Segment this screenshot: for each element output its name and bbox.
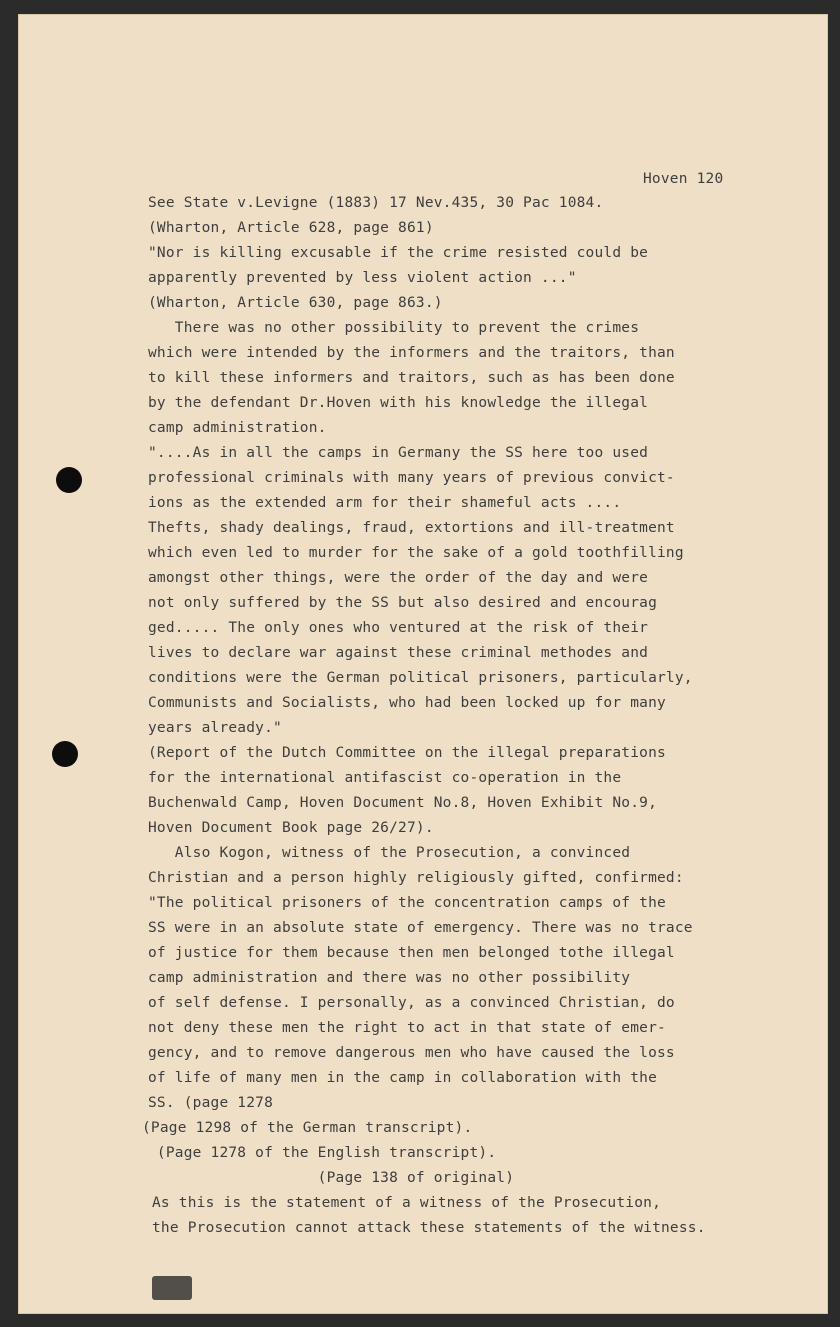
punch-hole-bottom [52,741,78,767]
text-line: of justice for them because then men belonged tothe illegal [148,945,675,961]
text-line: of life of many men in the camp in collaboration with the [148,1070,657,1086]
document-page [18,14,828,1314]
text-line: As this is the statement of a witness of the Prosecution, [152,1195,661,1211]
text-line: SS. (page 1278 [148,1095,274,1111]
text-line: amongst other things, were the order of the day and were [148,570,649,586]
text-line: Buchenwald Camp, Hoven Document No.8, Hoven Exhibit No.9, [148,795,657,811]
text-line: of self defense. I personally, as a convinced Christian, do [148,995,675,1011]
text-line: which even led to murder for the sake of a gold toothfilling [148,545,684,561]
text-line: There was no other possibility to prevent the crimes [148,320,640,336]
text-line: professional criminals with many years of previous convict- [148,470,675,486]
text-line: Hoven Document Book page 26/27). [148,820,434,836]
punch-hole-top [56,467,82,493]
text-line: the Prosecution cannot attack these statements of the witness. [152,1220,706,1236]
text-line: gency, and to remove dangerous men who have caused the loss [148,1045,675,1061]
text-line: to kill these informers and traitors, such as has been done [148,370,675,386]
text-line: (Page 1278 of the English transcript). [148,1145,497,1161]
text-line: ions as the extended arm for their shameful acts .... [148,495,622,511]
text-line: Communists and Socialists, who had been locked up for many [148,695,666,711]
text-line: "The political prisoners of the concentration camps of the [148,895,666,911]
text-line: SS were in an absolute state of emergency. There was no trace [148,920,693,936]
text-line: (Page 1298 of the German transcript). [142,1120,473,1136]
page-header: Hoven 120 [643,171,724,187]
text-line: not only suffered by the SS but also desired and encourag [148,595,657,611]
text-line: for the international antifascist co-operation in the [148,770,622,786]
text-line: lives to declare war against these criminal methodes and [148,645,649,661]
text-line: (Wharton, Article 628, page 861) [148,220,434,236]
text-line: (Wharton, Article 630, page 863.) [148,295,443,311]
text-line: camp administration. [148,420,327,436]
text-line: by the defendant Dr.Hoven with his knowledge the illegal [148,395,649,411]
text-line: years already." [148,720,282,736]
text-line: not deny these men the right to act in that state of emer- [148,1020,666,1036]
ink-smudge [152,1276,192,1300]
text-line: which were intended by the informers and the traitors, than [148,345,675,361]
text-line: "Nor is killing excusable if the crime resisted could be [148,245,649,261]
text-line: "....As in all the camps in Germany the SS here too used [148,445,649,461]
text-line: (Page 138 of original) [148,1170,515,1186]
text-line: Also Kogon, witness of the Prosecution, a convinced [148,845,631,861]
text-line: Christian and a person highly religiously gifted, confirmed: [148,870,684,886]
text-line: apparently prevented by less violent action ..." [148,270,577,286]
text-line: conditions were the German political prisoners, particularly, [148,670,693,686]
text-line: camp administration and there was no other possibility [148,970,631,986]
text-line: Thefts, shady dealings, fraud, extortions and ill-treatment [148,520,675,536]
text-line: ged..... The only ones who ventured at the risk of their [148,620,649,636]
text-line: See State v.Levigne (1883) 17 Nev.435, 30 Pac 1084. [148,195,604,211]
text-line: (Report of the Dutch Committee on the illegal preparations [148,745,666,761]
